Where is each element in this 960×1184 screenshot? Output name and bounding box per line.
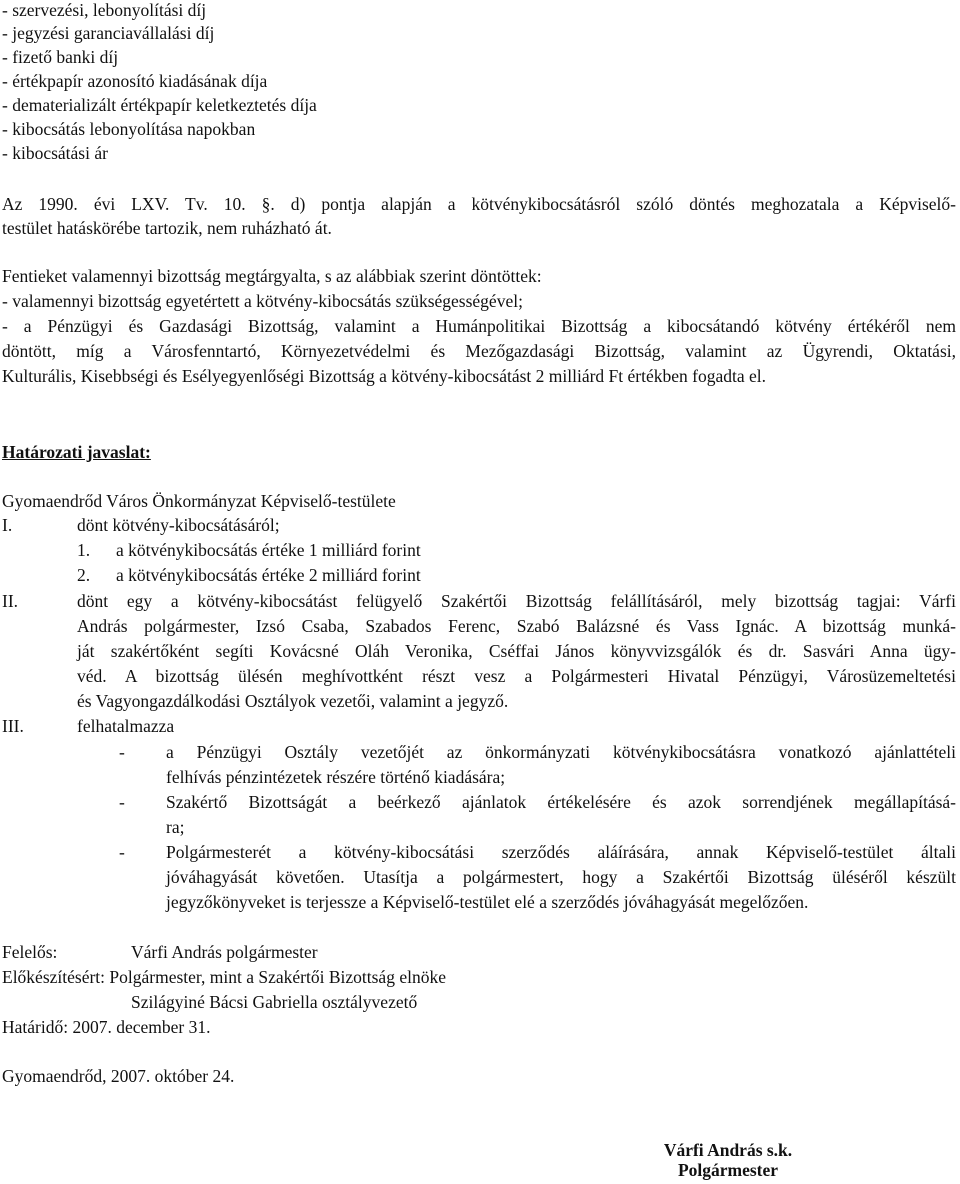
point-text-line: András polgármester, Izsó Csaba, Szabados Ferenc, Szabó Balázsné és Vass Ignác. A bizottság munká-: [77, 616, 956, 636]
responsible-value: Várfi András polgármester: [131, 942, 318, 962]
option-number: 2.: [77, 565, 91, 585]
point-numeral: III.: [2, 716, 24, 736]
option-number: 1.: [77, 540, 91, 560]
list-item: - értékpapír azonosító kiadásának díja: [2, 71, 268, 91]
option-text: a kötvénykibocsátás értéke 2 milliárd forint: [116, 565, 421, 585]
sub-item-line: jegyzőkönyveket is terjessze a Képviselő-testület elé a szerződés jóváhagyását megelőzően.: [166, 892, 809, 912]
point-text-line: véd. A bizottság ülésén meghívottként részt vesz a Polgármesteri Hivatal Pénzügyi, Városüzemeltetési: [77, 666, 956, 686]
dash-bullet: -: [119, 842, 125, 862]
point-numeral: II.: [2, 591, 19, 611]
list-item: - szervezési, lebonyolítási díj: [2, 0, 207, 20]
point-text: felhatalmazza: [77, 716, 175, 736]
resolution-heading: Határozati javaslat:: [2, 442, 151, 462]
point-text-line: dönt egy a kötvény-kibocsátást felügyelő Szakértői Bizottság felállításáról, mely bizottság tagjai: Várfi: [77, 591, 956, 611]
point-text-line: ját szakértőként segíti Kovácsné Oláh Veronika, Cséffai János könyvvizsgálók és dr. Sasvári Anna ügy-: [77, 641, 956, 661]
committee-paragraph-line: - a Pénzügyi és Gazdasági Bizottság, valamint a Humánpolitikai Bizottság a kibocsátandó kötvény értékéről nem: [2, 316, 956, 336]
point-text: dönt kötvény-kibocsátásáról;: [77, 515, 280, 535]
sub-item-line: felhívás pénzintézetek részére történő kiadására;: [166, 767, 506, 787]
law-paragraph-line: testület hatáskörébe tartozik, nem ruházható át.: [2, 218, 332, 238]
list-item: - kibocsátási ár: [2, 143, 108, 163]
sub-item-line: ra;: [166, 817, 185, 837]
deadline: Határidő: 2007. december 31.: [2, 1017, 211, 1037]
committee-paragraph-line: Fentieket valamennyi bizottság megtárgyalta, s az alábbiak szerint döntöttek:: [2, 266, 542, 286]
list-item: - fizető banki díj: [2, 47, 119, 67]
option-text: a kötvénykibocsátás értéke 1 milliárd forint: [116, 540, 421, 560]
sub-item-line: Polgármesterét a kötvény-kibocsátási szerződés aláírására, annak Képviselő-testület általi: [166, 842, 956, 862]
resolution-body-title: Gyomaendrőd Város Önkormányzat Képviselő-testülete: [2, 491, 396, 511]
list-item: - dematerializált értékpapír keletkeztetés díja: [2, 95, 317, 115]
responsible-label: Felelős:: [2, 942, 58, 962]
law-paragraph-line: Az 1990. évi LXV. Tv. 10. §. d) pontja alapján a kötvénykibocsátásról szóló döntés meghozatala a Képviselő-: [2, 194, 956, 214]
sub-item-line: a Pénzügyi Osztály vezetőjét az önkormányzati kötvénykibocsátásra vonatkozó ajánlattételi: [166, 742, 956, 762]
preparer-line: Előkészítésért: Polgármester, mint a Szakértői Bizottság elnöke: [2, 967, 446, 987]
committee-paragraph-line: - valamennyi bizottság egyetértett a kötvény-kibocsátás szükségességével;: [2, 291, 523, 311]
point-numeral: I.: [2, 515, 13, 535]
sub-item-line: Szakértő Bizottságát a beérkező ajánlatok értékelésére és azok sorrendjének megállapításá-: [166, 792, 956, 812]
dash-bullet: -: [119, 792, 125, 812]
list-item: - kibocsátás lebonyolítása napokban: [2, 119, 256, 139]
point-text-line: és Vagyongazdálkodási Osztályok vezetői, valamint a jegyző.: [77, 691, 509, 711]
committee-paragraph-line: döntött, míg a Városfenntartó, Környezetvédelmi és Mezőgazdasági Bizottság, valamint az Ügyrendi, Oktatási,: [2, 341, 956, 361]
sub-item-line: jóváhagyását követően. Utasítja a polgármestert, hogy a Szakértői Bizottság üléséről készült: [166, 867, 956, 887]
preparer-second-line: Szilágyiné Bácsi Gabriella osztályvezető: [131, 992, 418, 1012]
place-date: Gyomaendrőd, 2007. október 24.: [2, 1066, 235, 1086]
signature-name: Várfi András s.k.: [663, 1140, 793, 1160]
dash-bullet: -: [119, 742, 125, 762]
committee-paragraph-line: Kulturális, Kisebbségi és Esélyegyenlőségi Bizottság a kötvény-kibocsátást 2 milliárd Ft értékben fogadta el.: [2, 366, 766, 386]
list-item: - jegyzési garanciavállalási díj: [2, 23, 215, 43]
signature-title: Polgármester: [677, 1160, 779, 1180]
